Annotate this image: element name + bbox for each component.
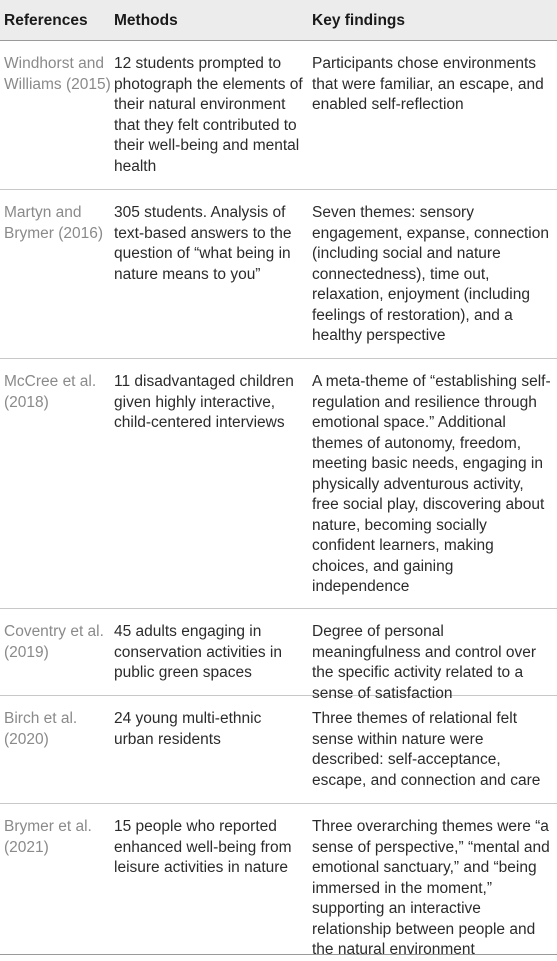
reference-cell: Windhorst and Williams (2015) xyxy=(4,55,111,93)
reference-cell: McCree et al. (2018) xyxy=(4,373,97,411)
methods-cell: 24 young multi-ethnic urban residents xyxy=(114,710,262,748)
table-row xyxy=(0,190,557,359)
methods-cell: 12 students prompted to photograph the elements of their natural environment that they felt contributed to their well-being and mental health xyxy=(114,55,303,175)
table-row xyxy=(0,804,557,958)
findings-cell: A meta-theme of “establishing self-regulation and resilience through emotional space.” Additional themes of autonomy, freedom, meeting basic needs, engaging in physically adventurous activity, free social play, discovering about nature, becoming socially confident learners, making choices, and gaining independence xyxy=(312,373,551,595)
methods-cell: 45 adults engaging in conservation activities in public green spaces xyxy=(114,623,282,681)
header-key-findings: Key findings xyxy=(312,12,406,29)
findings-cell: Three overarching themes were “a sense of perspective,” “mental and emotional sanctuary,” and “being immersed in the moment,” supporting an interactive relationship between people and the natural environment xyxy=(312,818,550,958)
methods-cell: 305 students. Analysis of text-based answers to the question of “what being in nature means to you” xyxy=(114,204,292,283)
findings-cell: Seven themes: sensory engagement, expanse, connection (including social and nature connectedness), time out, relaxation, enjoyment (including feelings of restoration), and a healthy perspective xyxy=(312,204,549,344)
reference-cell: Martyn and Brymer (2016) xyxy=(4,204,104,242)
table-row xyxy=(0,696,557,804)
header-references: References xyxy=(4,12,88,29)
methods-cell: 15 people who reported enhanced well-being from leisure activities in nature xyxy=(114,818,292,876)
reference-cell: Brymer et al. (2021) xyxy=(4,818,92,856)
table-header-row xyxy=(0,0,557,41)
findings-cell: Three themes of relational felt sense within nature were described: self-acceptance, escape, and connection and care xyxy=(312,710,541,789)
reference-cell: Coventry et al. (2019) xyxy=(4,623,104,661)
header-methods: Methods xyxy=(114,12,178,29)
reference-cell: Birch et al. (2020) xyxy=(4,710,78,748)
findings-cell: Degree of personal meaningfulness and control over the specific activity related to a sense of satisfaction xyxy=(312,623,537,702)
findings-cell: Participants chose environments that were familiar, an escape, and enabled self-reflection xyxy=(312,55,544,113)
methods-cell: 11 disadvantaged children given highly interactive, child-centered interviews xyxy=(114,373,294,431)
table-row xyxy=(0,359,557,609)
table-row xyxy=(0,41,557,190)
table-row xyxy=(0,609,557,702)
